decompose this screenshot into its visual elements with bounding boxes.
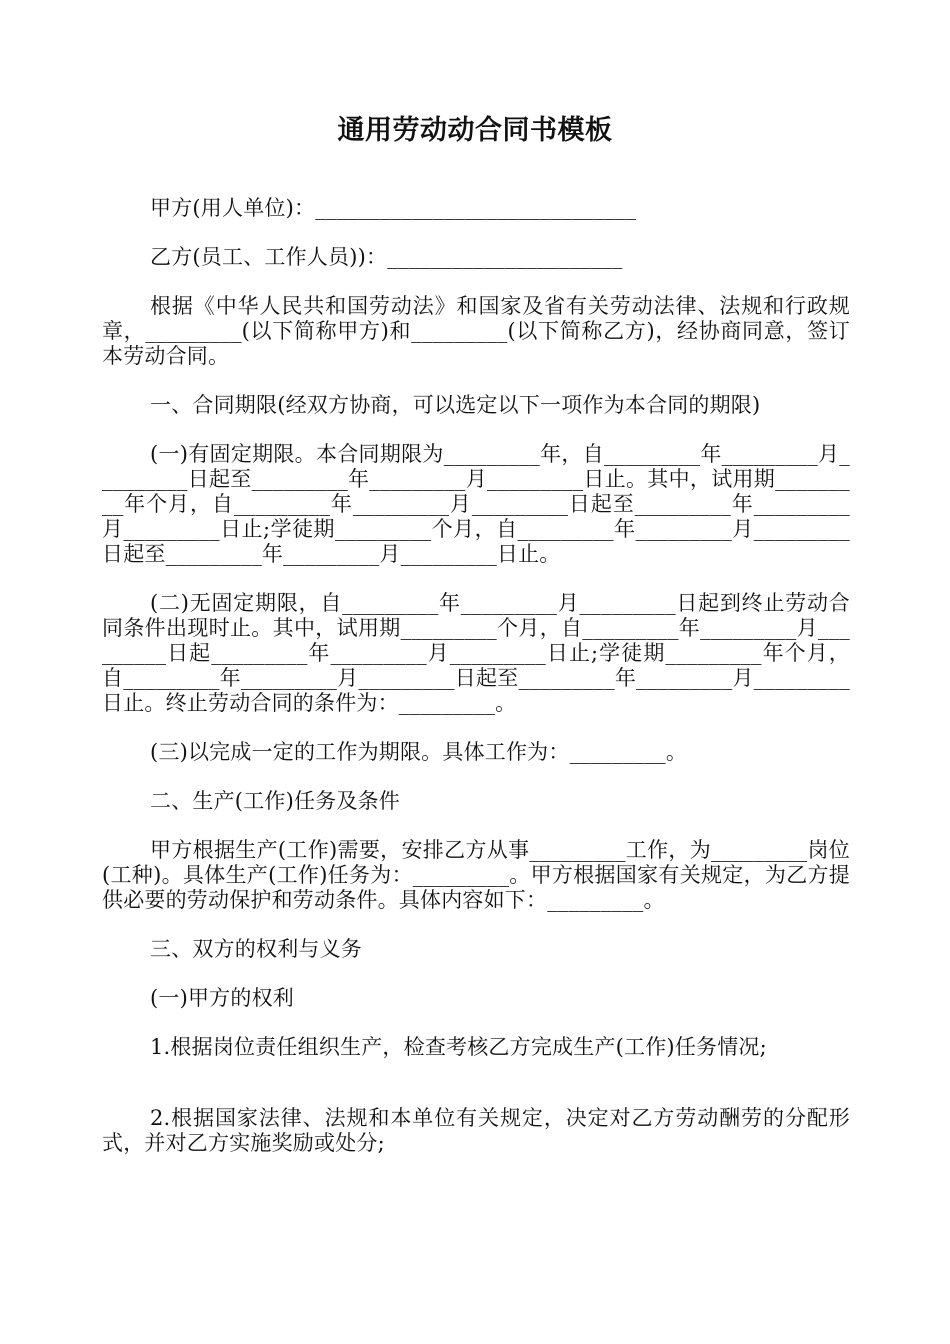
open-term-paragraph: (二)无固定期限，自_________年_________月_________日起到终止劳动合同条件出现时止。其中，试用期_________个月，自_________年_________月_________日起_________年_________月_________日止;学徒期_________年个月，自_________年_________月_________日起至_________年_________月_________日止。终止劳动合同的条件为：_________。	[102, 591, 850, 715]
tasks-paragraph: 甲方根据生产(工作)需要，安排乙方从事_________工作，为_________岗位(工种)。具体生产(工作)任务为：_________。甲方根据国家有关规定，为乙方提供必要的劳动保护和劳动条件。具体内容如下：_________。	[102, 838, 850, 912]
section-heading-tasks: 二、生产(工作)任务及条件	[150, 789, 400, 813]
section-heading-contract-term: 一、合同期限(经双方协商，可以选定以下一项作为本合同的期限)	[150, 393, 761, 417]
fixed-term-paragraph: (一)有固定期限。本合同期限为_________年，自_________年_________月_________日起至_________年_________月_________日止。其中，试用期_________年个月，自_________年_________月_________日起至_________年_________月_________日止;学徒期_________个月，自_________年_________月_________日起至_________年_________月_________日止。	[102, 442, 850, 566]
document-body	[102, 196, 850, 1156]
task-term-paragraph: (三)以完成一定的工作为期限。具体工作为：_________。	[150, 740, 688, 764]
rights-item-1: 1.根据岗位责任组织生产，检查考核乙方完成生产(工作)任务情况;	[150, 1035, 767, 1059]
section-heading-rights: 三、双方的权利与义务	[150, 937, 362, 961]
preamble-paragraph: 根据《中华人民共和国劳动法》和国家及省有关劳动法律、法规和行政规章，_________(以下简称甲方)和_________(以下简称乙方)，经协商同意，签订本劳动合同。	[102, 294, 850, 368]
party-a-line: 甲方(用人单位)：______________________________	[150, 196, 637, 220]
party-b-line: 乙方(员工、工作人员))：______________________	[150, 245, 623, 269]
rights-item-2: 2.根据国家法律、法规和本单位有关规定，决定对乙方劳动酬劳的分配形式，并对乙方实施奖励或处分;	[102, 1106, 850, 1155]
subsection-heading-party-a-rights: (一)甲方的权利	[150, 986, 294, 1010]
document-title: 通用劳动动合同书模板	[337, 115, 613, 146]
